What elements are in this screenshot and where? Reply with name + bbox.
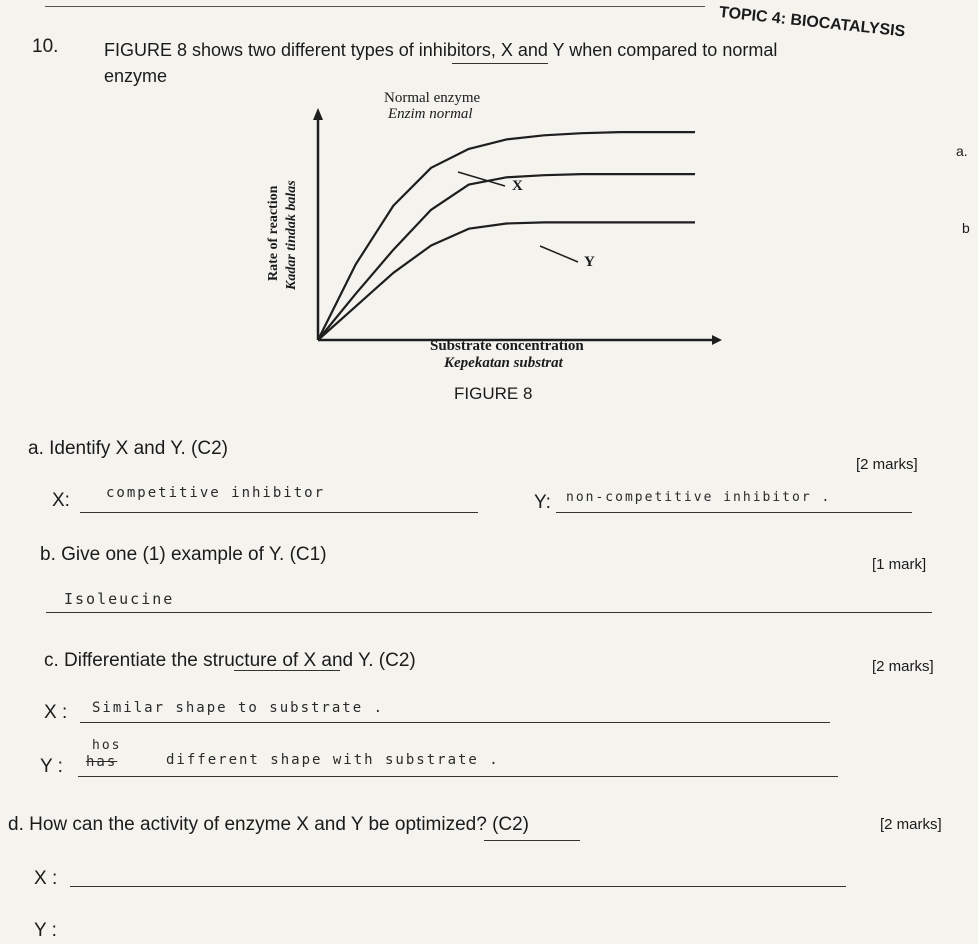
part-d-y-label: Y : bbox=[34, 920, 57, 941]
part-b-line bbox=[46, 612, 932, 613]
part-c-prompt: c. Differentiate the structure of X and Y. (C2) bbox=[44, 650, 416, 671]
question-number: 10. bbox=[32, 36, 59, 57]
part-c-x-label: X : bbox=[44, 702, 68, 723]
inhibitor-y-curve bbox=[318, 222, 695, 340]
part-a-y-line bbox=[556, 512, 912, 513]
margin-a: a. bbox=[956, 143, 968, 159]
inhibitor-x-curve bbox=[318, 174, 695, 340]
x-axis-arrow bbox=[712, 335, 722, 345]
part-a-x-label: X: bbox=[52, 490, 70, 511]
part-a-x-line bbox=[80, 512, 478, 513]
y-axis-label: Rate of reaction bbox=[266, 185, 281, 281]
y-axis-arrow bbox=[313, 108, 323, 120]
part-c-x-line bbox=[80, 722, 830, 723]
y-pointer bbox=[540, 246, 578, 262]
x-axis-label-ms: Kepekatan substrat bbox=[444, 355, 563, 371]
part-d-x-label: X : bbox=[34, 868, 58, 889]
x-axis-label: Substrate concentration bbox=[430, 338, 584, 354]
normal-enzyme-curve bbox=[318, 132, 695, 340]
part-d-prompt: d. How can the activity of enzyme X and Y be optimized? (C2) bbox=[8, 814, 530, 835]
part-b-marks: [1 mark] bbox=[872, 556, 927, 573]
part-a-y-answer[interactable]: non-competitive inhibitor . bbox=[566, 490, 832, 505]
question-intro-line2: enzyme bbox=[104, 66, 168, 86]
legend-normal-ms: Enzim normal bbox=[388, 106, 473, 122]
figure-caption: FIGURE 8 bbox=[454, 384, 533, 403]
underline-structure bbox=[234, 670, 340, 671]
margin-b: b bbox=[962, 220, 970, 236]
part-c-y-answer[interactable]: different shape with substrate . bbox=[166, 752, 500, 768]
part-a-marks: [2 marks] bbox=[856, 456, 918, 473]
part-c-y-struck: has bbox=[86, 754, 118, 770]
part-d-x-line[interactable] bbox=[70, 886, 846, 887]
part-b-prompt: b. Give one (1) example of Y. (C1) bbox=[40, 544, 327, 565]
y-axis-label-ms: Kadar tindak balas bbox=[284, 180, 299, 290]
part-c-x-answer[interactable]: Similar shape to substrate . bbox=[92, 700, 385, 716]
part-a-prompt: a. Identify X and Y. (C2) bbox=[28, 438, 228, 459]
part-c-y-label: Y : bbox=[40, 756, 63, 777]
question-intro-line1: FIGURE 8 shows two different types of inhibitors, X and Y when compared to normal bbox=[104, 40, 778, 60]
legend-normal: Normal enzyme bbox=[384, 90, 481, 106]
label-x: X bbox=[512, 178, 523, 194]
part-b-answer[interactable]: Isoleucine bbox=[64, 590, 175, 608]
part-d-marks: [2 marks] bbox=[880, 816, 942, 833]
underline-optimized bbox=[484, 840, 580, 841]
topic-header: TOPIC 4: BIOCATALYSIS bbox=[718, 4, 906, 41]
part-a-y-label: Y: bbox=[534, 492, 551, 513]
part-c-y-correction: hos bbox=[92, 738, 122, 753]
part-c-y-line bbox=[78, 776, 838, 777]
label-y: Y bbox=[584, 254, 595, 270]
part-a-x-answer[interactable]: competitive inhibitor bbox=[106, 485, 326, 501]
part-c-marks: [2 marks] bbox=[872, 658, 934, 675]
